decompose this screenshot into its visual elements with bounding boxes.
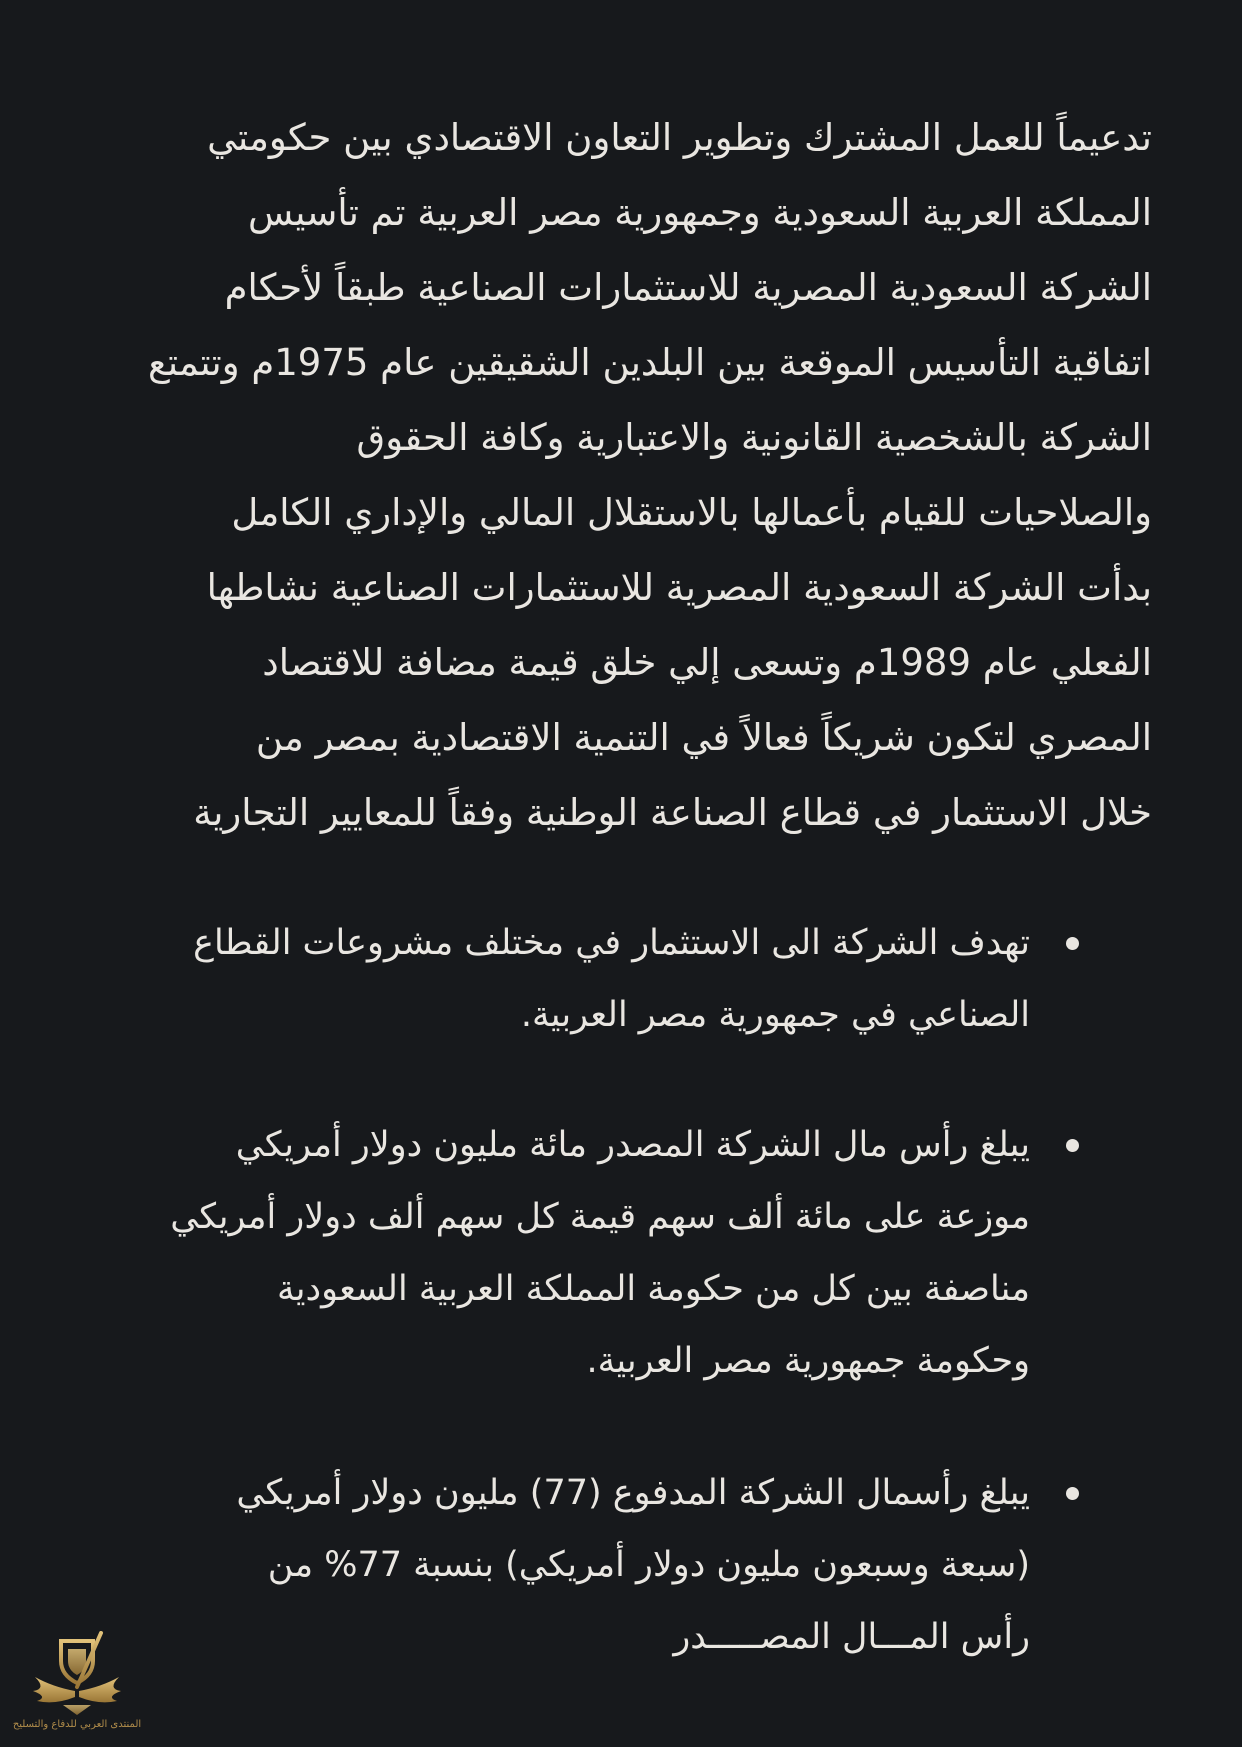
intro-paragraph	[92, 100, 1152, 850]
bullet-line: يبلغ رأس مال الشركة المصدر مائة مليون دولار أمريكي	[235, 1125, 1030, 1165]
bullet-line: وحكومة جمهورية مصر العربية.	[586, 1341, 1030, 1381]
intro-line: خلال الاستثمار في قطاع الصناعة الوطنية وفقاً للمعايير التجارية	[193, 791, 1152, 834]
intro-line: تدعيماً للعمل المشترك وتطوير التعاون الاقتصادي بين حكومتي	[207, 116, 1152, 159]
shield-wings-logo-icon	[17, 1631, 137, 1721]
bullet-line: (سبعة وسبعون مليون دولار أمريكي) بنسبة 77% من	[267, 1545, 1030, 1585]
bullet-line: موزعة على مائة ألف سهم قيمة كل سهم ألف دولار أمريكي	[170, 1197, 1030, 1237]
bullet-line: يبلغ رأسمال الشركة المدفوع (77) مليون دولار أمريكي	[236, 1473, 1030, 1513]
bullet-line: الصناعي في جمهورية مصر العربية.	[520, 995, 1030, 1035]
intro-line: المملكة العربية السعودية وجمهورية مصر العربية تم تأسيس	[247, 191, 1152, 234]
bullet-item-issued-capital	[92, 1109, 1152, 1397]
intro-line: الشركة بالشخصية القانونية والاعتبارية وكافة الحقوق	[356, 416, 1152, 459]
bullet-item-paid-capital	[92, 1457, 1152, 1673]
forum-watermark	[12, 1631, 142, 1741]
bullet-line: رأس المـــال المصـــــدر	[673, 1617, 1030, 1657]
intro-line: اتفاقية التأسيس الموقعة بين البلدين الشقيقين عام 1975م وتتمتع	[148, 341, 1152, 384]
watermark-label: المنتدى العربي للدفاع والتسليح	[12, 1719, 142, 1730]
document-body	[92, 100, 1152, 1673]
intro-line: الفعلي عام 1989م وتسعى إلي خلق قيمة مضافة للاقتصاد	[262, 641, 1152, 684]
bullet-line: تهدف الشركة الى الاستثمار في مختلف مشروعات القطاع	[193, 923, 1030, 963]
bullet-item-investment-goal	[92, 907, 1152, 1051]
intro-line: بدأت الشركة السعودية المصرية للاستثمارات الصناعية نشاطها	[206, 566, 1152, 609]
bullet-list	[92, 907, 1152, 1673]
bullet-dot-icon	[1066, 937, 1079, 950]
intro-line: الشركة السعودية المصرية للاستثمارات الصناعية طبقاً لأحكام	[224, 266, 1152, 309]
bullet-line: مناصفة بين كل من حكومة المملكة العربية السعودية	[277, 1269, 1030, 1309]
bullet-dot-icon	[1066, 1487, 1079, 1500]
intro-line: والصلاحيات للقيام بأعمالها بالاستقلال المالي والإداري الكامل	[231, 491, 1152, 534]
intro-line: المصري لتكون شريكاً فعالاً في التنمية الاقتصادية بمصر من	[255, 716, 1152, 759]
bullet-dot-icon	[1066, 1139, 1079, 1152]
